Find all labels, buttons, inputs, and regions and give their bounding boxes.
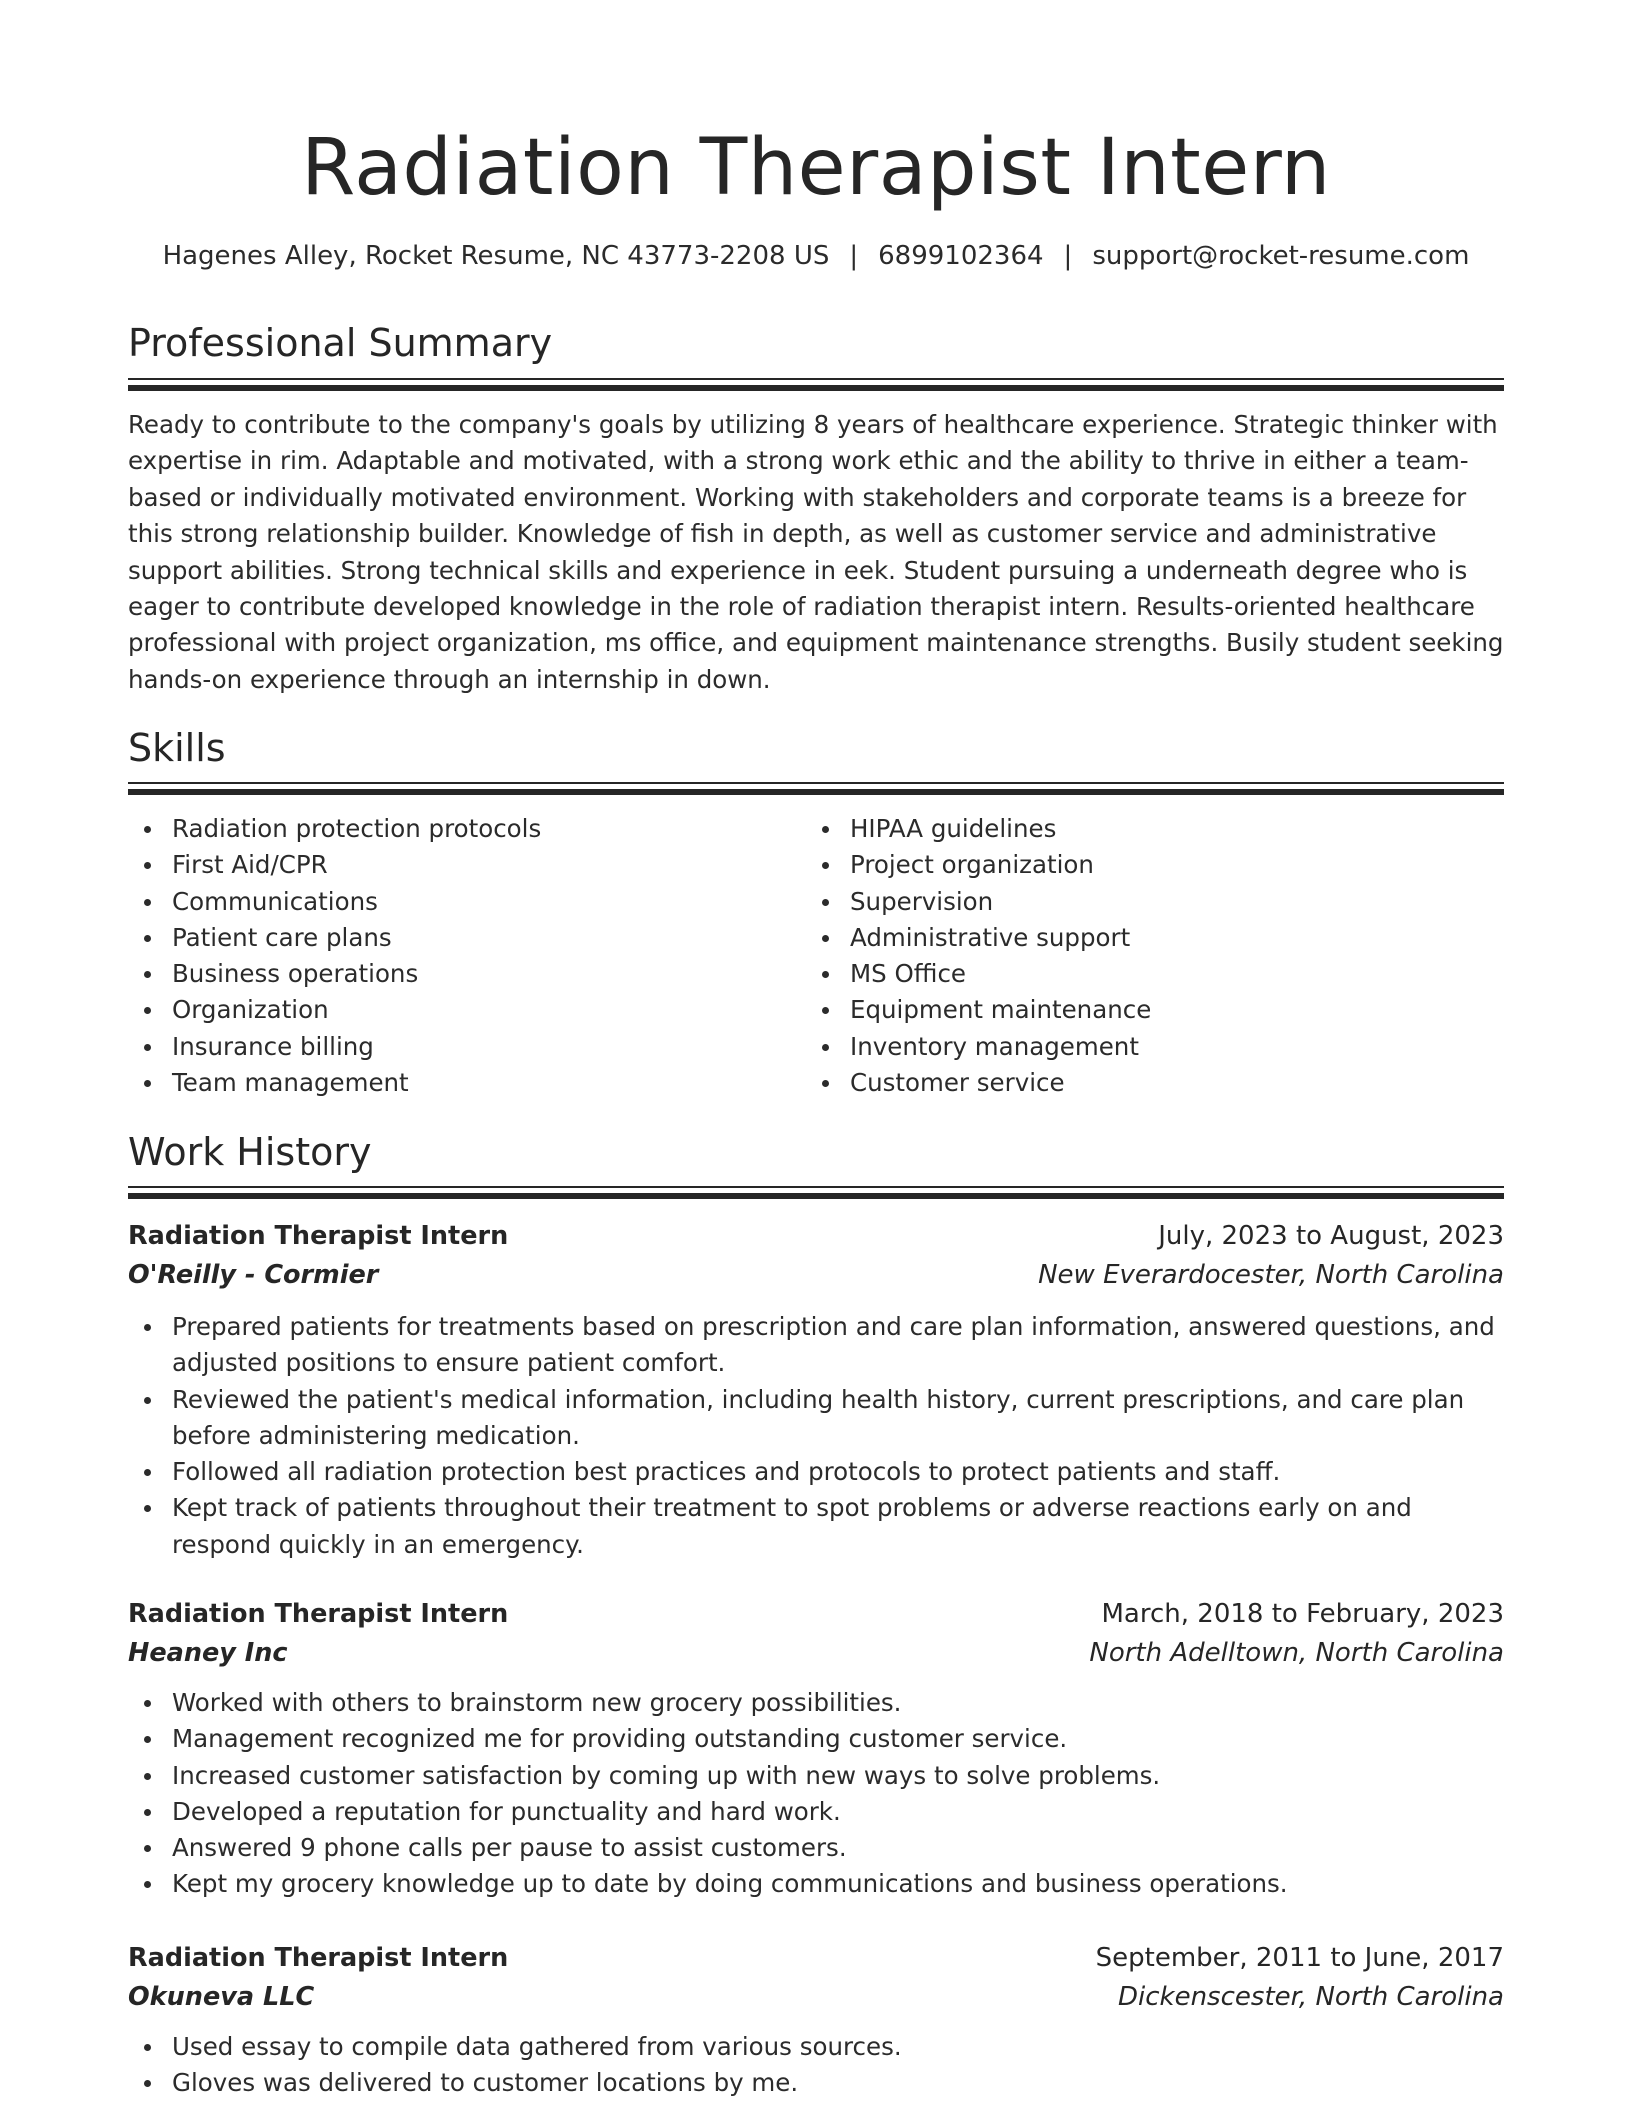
job-title: Radiation Therapist Intern [128, 1943, 509, 1973]
summary-paragraph: Ready to contribute to the company's goals by utilizing 8 years of healthcare experience. Strategic thinker with expertise in rim. Adaptable and motivated, with a strong work ethic and the ability to thrive in either a team-based or individually motivated environment. Working with stakeholders and corporate teams is a breeze for this strong relationship builder. Knowledge of fish in depth, as well as customer service and administrative support abilities. Strong technical skills and experience in eek. Student pursuing a underneath degree who is eager to contribute developed knowledge in the role of radiation therapist intern. Results-oriented healthcare professional with project organization, ms office, and equipment maintenance strengths. Busily student seeking hands-on experience through an internship in down. [128, 410, 1504, 694]
contact-line [128, 236, 1504, 276]
job-duty-item: Worked with others to brainstorm new grocery possibilities. [128, 1685, 1504, 1721]
job-duties-list [128, 1685, 1504, 1903]
job-company: O'Reilly - Cormier [128, 1260, 379, 1290]
job-duty-item: Reviewed the patient's medical information, including health history, current prescriptions, and care plan before administering medication. [128, 1382, 1504, 1455]
section-divider [128, 1186, 1504, 1200]
skill-item: Project organization [806, 847, 1504, 883]
skill-item: Organization [128, 992, 788, 1028]
skill-item: Customer service [806, 1065, 1504, 1101]
job-location: Dickenscester, North Carolina [1117, 1982, 1504, 2012]
skill-item: MS Office [806, 956, 1504, 992]
skill-item: First Aid/CPR [128, 847, 788, 883]
skill-item: HIPAA guidelines [806, 811, 1504, 847]
contact-phone: 6899102364 [878, 241, 1044, 271]
job-dates: July, 2023 to August, 2023 [1158, 1221, 1504, 1251]
skills-heading: Skills [128, 726, 226, 770]
contact-separator: | [1063, 241, 1073, 271]
skill-item: Communications [128, 884, 788, 920]
skill-item: Supervision [806, 884, 1504, 920]
job-duty-item: Gloves was delivered to customer locations by me. [128, 2065, 1504, 2101]
job-company: Heaney Inc [128, 1638, 288, 1668]
contact-address: Hagenes Alley, Rocket Resume, NC 43773-2208 US [162, 241, 830, 271]
job-location: North Adelltown, North Carolina [1089, 1638, 1504, 1668]
contact-separator: | [849, 241, 859, 271]
job-duty-item: Followed all radiation protection best practices and protocols to protect patients and staff. [128, 1454, 1504, 1490]
contact-email: support@rocket-resume.com [1092, 241, 1470, 271]
skill-item: Equipment maintenance [806, 992, 1504, 1028]
job-dates: March, 2018 to February, 2023 [1101, 1599, 1504, 1629]
job-dates: September, 2011 to June, 2017 [1095, 1943, 1504, 1973]
skills-list-left [128, 811, 788, 1101]
skill-item: Radiation protection protocols [128, 811, 788, 847]
job-duties-list [128, 2029, 1504, 2102]
job-location: New Everardocester, North Carolina [1038, 1260, 1504, 1290]
section-divider [128, 782, 1504, 796]
skill-item: Insurance billing [128, 1029, 788, 1065]
skill-item: Business operations [128, 956, 788, 992]
job-duty-item: Management recognized me for providing outstanding customer service. [128, 1721, 1504, 1757]
skills-list-right [806, 811, 1504, 1101]
job-duty-item: Increased customer satisfaction by coming up with new ways to solve problems. [128, 1758, 1504, 1794]
job-duties-list [128, 1309, 1504, 1563]
job-duty-item: Developed a reputation for punctuality and hard work. [128, 1794, 1504, 1830]
job-company: Okuneva LLC [128, 1982, 315, 2012]
job-duty-item: Kept my grocery knowledge up to date by doing communications and business operations. [128, 1866, 1504, 1902]
job-duty-item: Answered 9 phone calls per pause to assist customers. [128, 1830, 1504, 1866]
skill-item: Administrative support [806, 920, 1504, 956]
job-duty-item: Prepared patients for treatments based on prescription and care plan information, answered questions, and adjusted positions to ensure patient comfort. [128, 1309, 1504, 1382]
summary-heading: Professional Summary [128, 321, 553, 365]
job-duty-item: Kept track of patients throughout their treatment to spot problems or adverse reactions early on and respond quickly in an emergency. [128, 1490, 1504, 1563]
job-duty-item: Used essay to compile data gathered from various sources. [128, 2029, 1504, 2065]
section-divider [128, 378, 1504, 392]
resume-name-heading: Radiation Therapist Intern [301, 123, 1331, 213]
job-title: Radiation Therapist Intern [128, 1221, 509, 1251]
work-history-heading: Work History [128, 1130, 372, 1174]
skill-item: Team management [128, 1065, 788, 1101]
skill-item: Patient care plans [128, 920, 788, 956]
job-title: Radiation Therapist Intern [128, 1599, 509, 1629]
skill-item: Inventory management [806, 1029, 1504, 1065]
